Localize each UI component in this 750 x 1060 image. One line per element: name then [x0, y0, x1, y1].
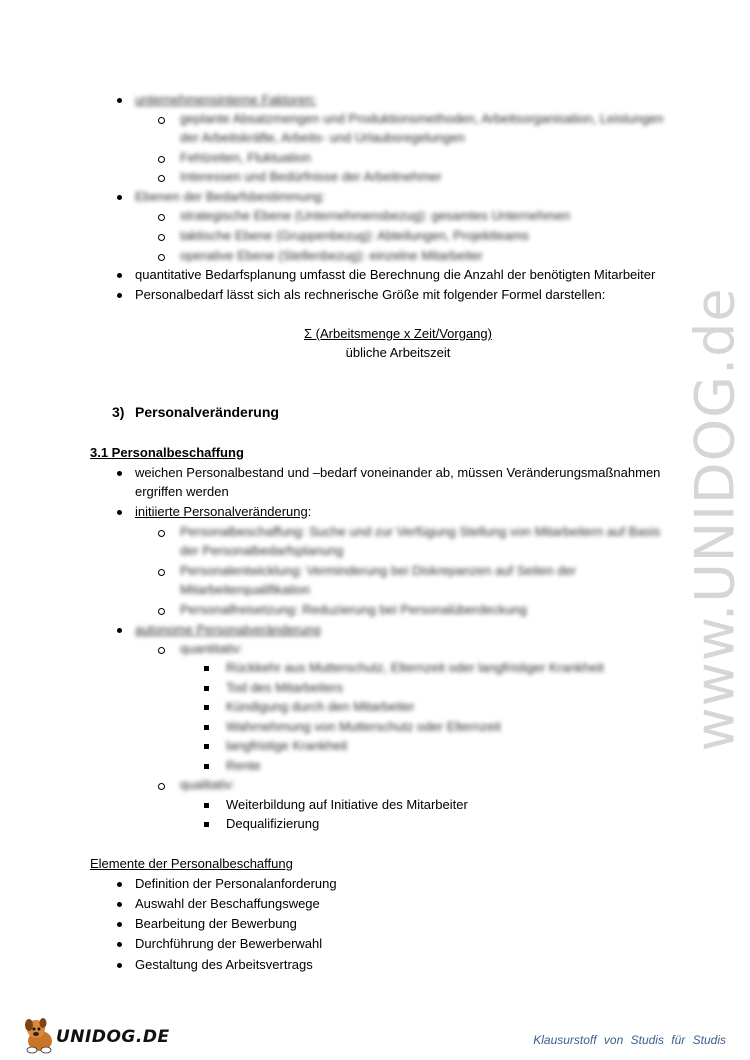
square-bullet-icon: [204, 686, 209, 691]
circle-bullet-icon: [158, 156, 165, 163]
blurred-text: der Arbeitskräfte, Arbeits- und Urlaubsregelungen: [180, 130, 465, 145]
blurred-text: Wahrnehmung von Mutterschutz oder Elternzeit: [226, 719, 501, 734]
unidog-logo[interactable]: [22, 1015, 170, 1055]
square-bullet-icon: [204, 725, 209, 730]
bullet-icon: [117, 942, 122, 947]
blurred-text: geplante Absatzmengen und Produktionsmethoden, Arbeitsorganisation, Leistungen: [180, 111, 664, 126]
blurred-text: strategische Ebene (Unternehmensbezug): gesamtes Unternehmen: [180, 208, 571, 223]
blurred-text: Interessen und Bedürfnisse der Arbeitnehmer: [180, 169, 442, 184]
circle-bullet-icon: [158, 608, 165, 615]
blurred-text: Rückkehr aus Mutterschutz, Elternzeit oder langfristiger Krankheit: [226, 660, 604, 675]
blurred-text: langfristige Krankheit: [226, 738, 348, 753]
blurred-text: operative Ebene (Stellenbezug): einzelne Mitarbeiter: [180, 248, 483, 263]
circle-bullet-icon: [158, 783, 165, 790]
circle-bullet-icon: [158, 214, 165, 221]
formula-numerator: Σ (Arbeitsmenge x Zeit/Vorgang): [304, 326, 492, 341]
blurred-text: Personalfreisetzung: Reduzierung bei Personalüberdeckung: [180, 602, 527, 617]
paragraph-bullet: [135, 503, 311, 521]
circle-bullet-icon: [158, 117, 165, 124]
section-number: 3): [112, 404, 125, 420]
bullet-icon: [117, 902, 122, 907]
blurred-text: Rente: [226, 758, 261, 773]
formula-denominator: übliche Arbeitszeit: [345, 345, 451, 360]
paragraph-bullet: quantitative Bedarfsplanung umfasst die Berechnung die Anzahl der benötigten Mitarbeiter: [135, 267, 656, 282]
blurred-text: taktische Ebene (Gruppenbezug): Abteilungen, Projektteams: [180, 228, 530, 243]
bullet-icon: [117, 922, 122, 927]
bullet-icon: [117, 628, 122, 633]
subsection-title: 3.1 Personalbeschaffung: [90, 445, 244, 460]
blurred-text: quantitativ:: [180, 641, 243, 656]
bullet-icon: [117, 882, 122, 887]
logo-text: UNIDOG.DE: [56, 1027, 170, 1047]
dog-icon: [22, 1015, 60, 1055]
circle-bullet-icon: [158, 234, 165, 241]
blurred-text: unternehmensinterne Faktoren:: [135, 92, 317, 107]
watermark: [683, 280, 747, 752]
bullet-icon: [117, 293, 122, 298]
square-bullet-icon: [204, 822, 209, 827]
blurred-text: Mitarbeiterqualifikation: [180, 582, 311, 597]
colon: :: [307, 504, 312, 519]
square-bullet-icon: [204, 705, 209, 710]
square-bullet-icon: [204, 666, 209, 671]
circle-bullet-icon: [158, 569, 165, 576]
bullet-icon: [117, 195, 122, 200]
blurred-text: der Personalbedarfsplanung: [180, 543, 344, 558]
circle-bullet-icon: [158, 530, 165, 537]
underlined-term: initiierte Personalveränderung: [135, 504, 308, 519]
blurred-text: qualitativ:: [180, 777, 235, 792]
bullet-icon: [117, 510, 122, 515]
paragraph-bullet: Personalbedarf lässt sich als rechnerische Größe mit folgender Formel darstellen:: [135, 287, 606, 302]
blurred-text: Personalentwicklung: Verminderung bei Diskrepanzen auf Seiten der: [180, 563, 577, 578]
blurred-text: Personalbeschaffung: Suche und zur Verfügung Stellung von Mitarbeitern auf Basis: [180, 524, 661, 539]
circle-bullet-icon: [158, 254, 165, 261]
blurred-text: Kündigung durch den Mitarbeiter: [226, 699, 415, 714]
blurred-text: Fehlzeiten, Fluktuation: [180, 150, 311, 165]
bullet-icon: [117, 471, 122, 476]
list-item: Dequalifizierung: [226, 816, 320, 831]
bullet-icon: [117, 273, 122, 278]
bullet-icon: [117, 963, 122, 968]
section-title: Personalveränderung: [135, 404, 279, 420]
square-bullet-icon: [204, 803, 209, 808]
list-item: Weiterbildung auf Initiative des Mitarbeiter: [226, 797, 468, 812]
list-item: Auswahl der Beschaffungswege: [135, 896, 320, 911]
list-item: Gestaltung des Arbeitsvertrags: [135, 957, 313, 972]
paragraph-bullet: weichen Personalbestand und –bedarf voneinander ab, müssen Veränderungsmaßnahmen: [135, 465, 661, 480]
circle-bullet-icon: [158, 175, 165, 182]
square-bullet-icon: [204, 744, 209, 749]
footer-tagline: Klausurstoff von Studis für Studis: [533, 1033, 726, 1047]
blurred-text: Tod des Mitarbeiters: [226, 680, 344, 695]
bullet-icon: [117, 98, 122, 103]
circle-bullet-icon: [158, 647, 165, 654]
elements-heading: Elemente der Personalbeschaffung: [90, 856, 293, 871]
square-bullet-icon: [204, 764, 209, 769]
watermark-text: www.UNIDOG.de: [683, 287, 747, 752]
list-item: Durchführung der Bewerberwahl: [135, 936, 323, 951]
blurred-text: Ebenen der Bedarfsbestimmung:: [135, 189, 326, 204]
list-item: Bearbeitung der Bewerbung: [135, 916, 297, 931]
list-item: Definition der Personalanforderung: [135, 876, 337, 891]
blurred-text: autonome Personalveränderung: [135, 622, 321, 637]
paragraph-bullet-cont: ergriffen werden: [135, 484, 229, 499]
